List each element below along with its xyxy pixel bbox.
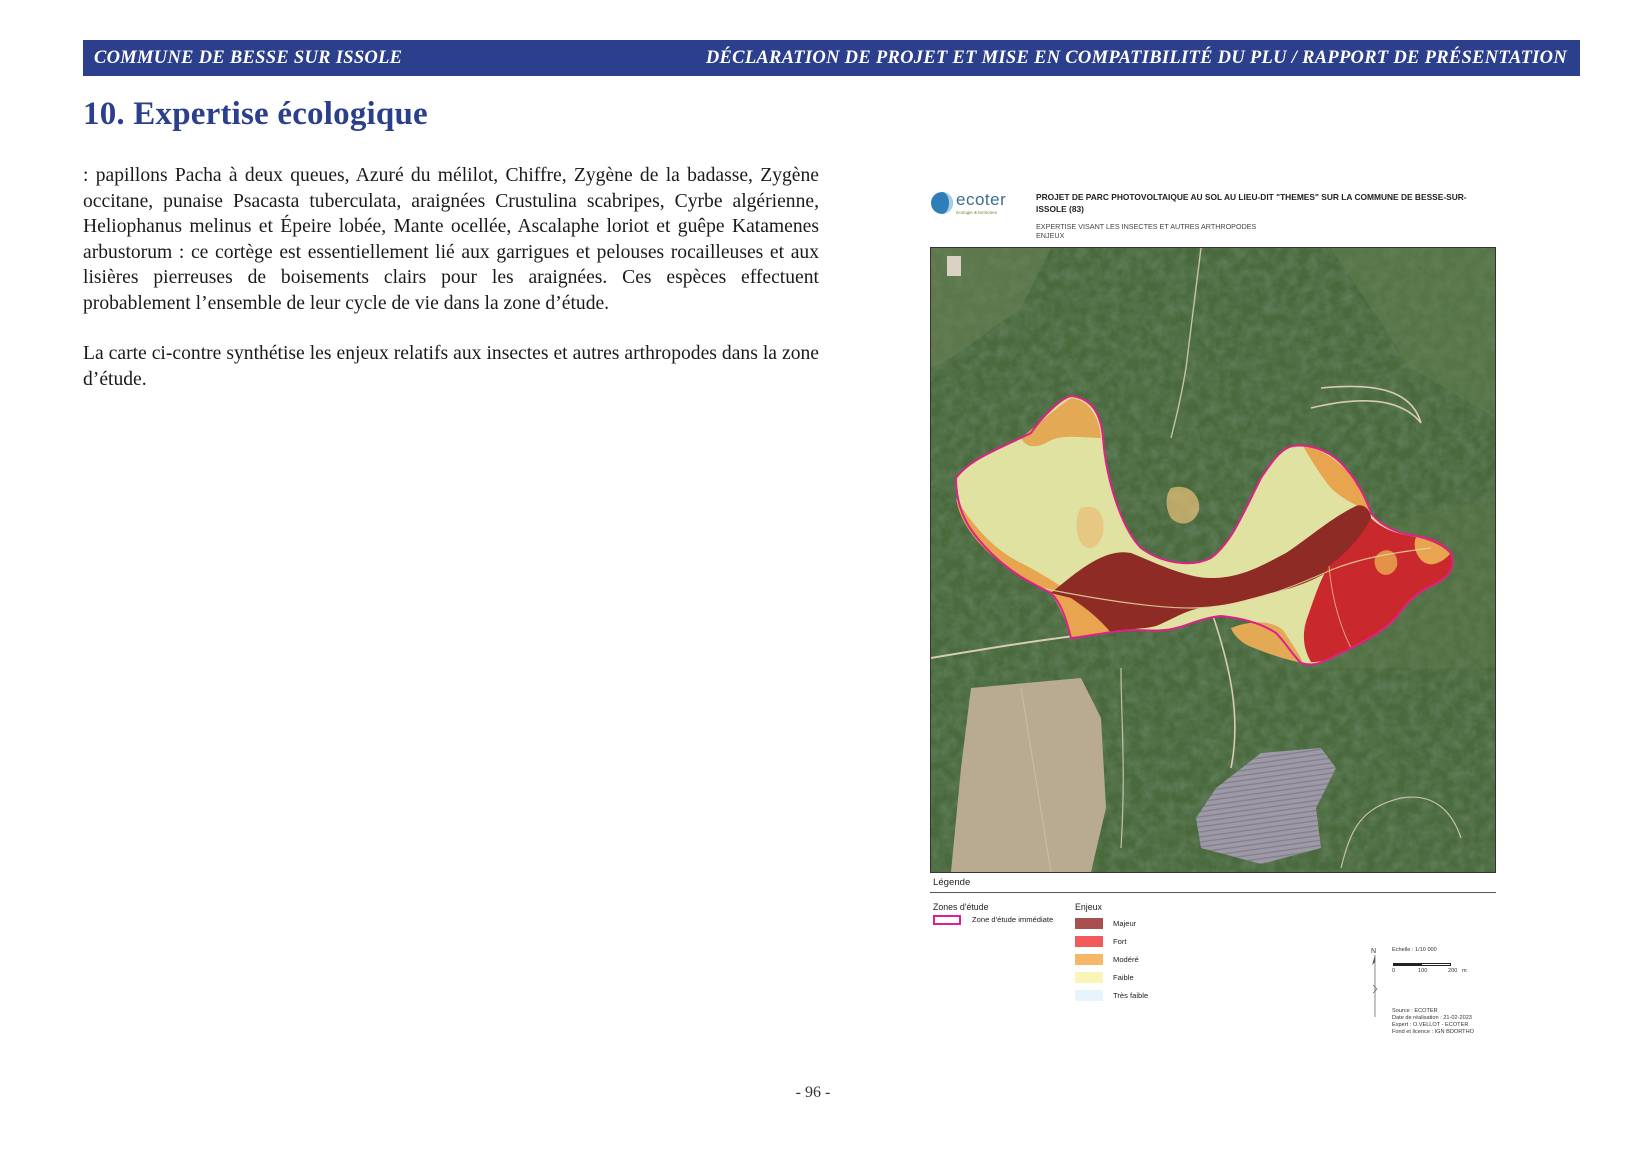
scale-tick: 100: [1418, 968, 1428, 974]
legend-swatch: [1075, 918, 1103, 929]
map-title: PROJET DE PARC PHOTOVOLTAIQUE AU SOL AU LIEU-DIT "THEMES" SUR LA COMMUNE DE BESSE-SUR-ISSOLE (83): [1036, 192, 1467, 214]
scale-tick: 200: [1448, 968, 1458, 974]
header-document-title: DÉCLARATION DE PROJET ET MISE EN COMPATIBILITÉ DU PLU / RAPPORT DE PRÉSENTATION: [705, 47, 1567, 68]
legend-zones-heading: Zones d'étude: [933, 902, 989, 912]
map-date: Date de réalisation : 21-02-2023: [1392, 1015, 1472, 1021]
legend-label: Modéré: [1113, 955, 1139, 964]
map-header: [920, 185, 1500, 245]
ecoter-logo-icon: [930, 191, 954, 215]
paragraph-species: : papillons Pacha à deux queues, Azuré du mélilot, Chiffre, Zygène de la badasse, Zygène occitane, punaise Psacasta tuberculata, araignées Crustulina scabripes, Cyrbe algérienne, Heliophanus melinus et Épeire lobée, Mante ocellée, Ascalaphe loriot et guêpe Katamenes arbustorum : ce cortège est essentiellement lié aux garrigues et pelouses rocailleuses et aux lisières pierreuses de boisements clairs pour les araignées. Ces espèces effectuent probablement l’ensemble de leur cycle de vie dans la zone d’étude.: [83, 165, 819, 314]
map-legend: [930, 875, 1496, 1035]
legend-swatch: [1075, 954, 1103, 965]
header-band: [83, 40, 1580, 76]
paragraph-map-intro: La carte ci-contre synthétise les enjeux relatifs aux insectes et autres arthropodes dans la zone d’étude.: [83, 343, 819, 390]
building: [947, 256, 961, 276]
map-metadata: [1392, 1008, 1474, 1036]
map-subtitle-line-2: ENJEUX: [1036, 231, 1065, 240]
aerial-map: [930, 247, 1496, 873]
logo-wordmark: ecoter: [956, 190, 1007, 209]
aerial-map-canvas: [931, 248, 1495, 872]
map-basemap: Fond et licence : IGN BDORTHO: [1392, 1029, 1474, 1035]
logo-tagline: écologie & territoires: [956, 210, 998, 215]
scale-tick: m: [1462, 968, 1467, 974]
legend-zone-label: Zone d'étude immédiate: [972, 915, 1054, 924]
scale-tick: 0: [1392, 968, 1396, 974]
body-text: [83, 163, 819, 417]
legend-label: Majeur: [1113, 919, 1137, 928]
map-source: Source : ECOTER: [1392, 1008, 1438, 1014]
header-commune: COMMUNE DE BESSE SUR ISSOLE: [94, 47, 403, 68]
map-figure: [920, 185, 1500, 1035]
legend-label: Fort: [1113, 937, 1127, 946]
map-subtitle: [1036, 222, 1486, 240]
scale-label: Echelle : 1/10 000: [1392, 947, 1437, 953]
legend-zone-swatch: [933, 915, 961, 925]
legend-title: Légende: [933, 877, 971, 888]
scale-bar: [1393, 963, 1451, 966]
legend-swatch: [1075, 972, 1103, 983]
legend-swatch: [1075, 936, 1103, 947]
bare-field: [951, 678, 1106, 872]
north-arrow-icon: [1370, 945, 1380, 1020]
legend-enjeux-heading: Enjeux: [1075, 902, 1102, 912]
legend-label: Faible: [1113, 973, 1134, 982]
page-title: 10. Expertise écologique: [83, 96, 428, 132]
svg-text:N: N: [1371, 948, 1377, 955]
map-expert: Expert : O.VELLOT - ECOTER: [1392, 1022, 1469, 1028]
page-number: - 96 -: [795, 1084, 831, 1101]
legend-label: Très faible: [1113, 991, 1149, 1000]
legend-divider: [930, 892, 1496, 893]
map-subtitle-line-1: EXPERTISE VISANT LES INSECTES ET AUTRES ARTHROPODES: [1036, 222, 1257, 231]
ecoter-logo: [930, 190, 1025, 222]
legend-swatch: [1075, 990, 1103, 1001]
